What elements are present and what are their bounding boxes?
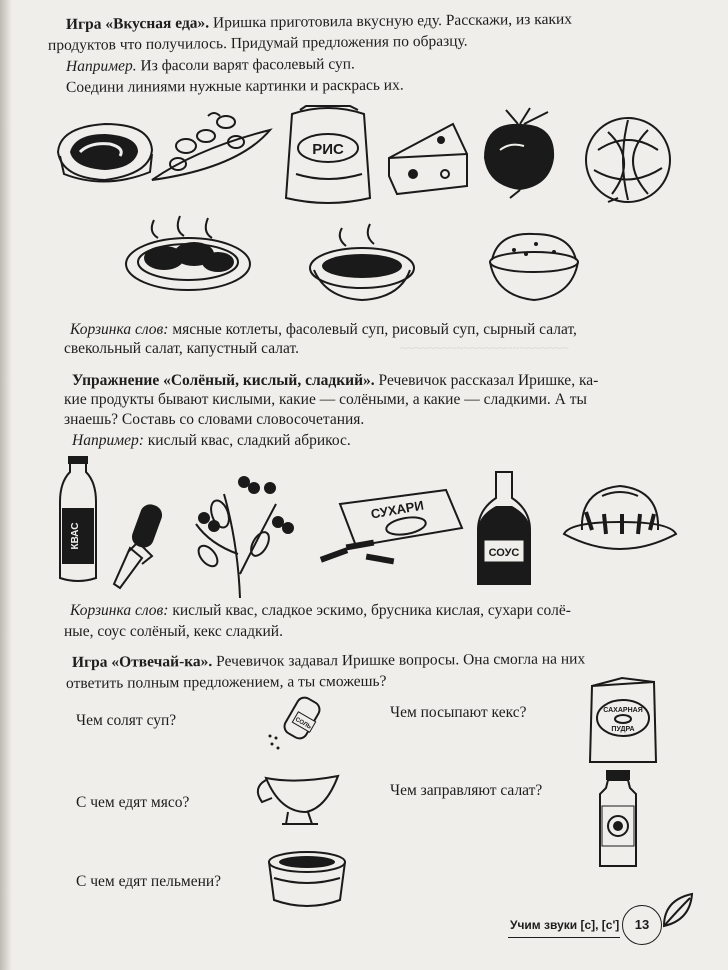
game1-line1-text: Иришка приготовила вкусную еду. Расскажи, из каких xyxy=(209,10,573,32)
exercise-example-label: Например: xyxy=(72,432,144,449)
beet-illustration xyxy=(470,106,570,196)
game2-title: Игра «Отвечай-ка». xyxy=(71,653,213,671)
game1-basket-line2: свекольный салат, капустный салат. xyxy=(64,340,299,357)
page-number: 13 xyxy=(622,905,662,945)
sugar-label-line1: САХАРНАЯ xyxy=(603,707,643,714)
exercise-example xyxy=(72,430,351,451)
exercise-line1 xyxy=(72,370,598,391)
oil-bottle-illustration xyxy=(596,770,640,870)
sauce-label: СОУС xyxy=(488,547,520,559)
cabbage-illustration xyxy=(578,110,678,210)
kvas-label: КВАС xyxy=(70,522,81,550)
exercise-example-text: кислый квас, сладкий абрикос. xyxy=(143,432,351,449)
exercise-basket-line1 xyxy=(70,600,571,621)
question-dress-salad: Чем заправляют салат? xyxy=(390,782,543,799)
game1-example xyxy=(66,53,355,77)
powdered-sugar-pack-illustration xyxy=(586,678,660,766)
cranberry-branch-illustration xyxy=(180,464,300,600)
bean-soup-bowl-illustration xyxy=(306,222,421,302)
exercise-line1-text: Речевичок рассказал Иришке, ка- xyxy=(374,372,599,389)
question-salt-soup: Чем солят суп? xyxy=(76,712,177,729)
game1-basket-text: мясные котлеты, фасолевый суп, рисовый суп, сырный салат, xyxy=(168,321,577,338)
sauce-bottle-illustration xyxy=(474,470,534,590)
game1-line2: продуктов что получилось. Придумай предложения по образцу. xyxy=(47,32,468,54)
game1-instruction: Соедини линиями нужные картинки и раскрась их. xyxy=(65,76,404,96)
rice-label: РИС xyxy=(312,141,344,158)
game1-example-label: Например. xyxy=(65,57,137,75)
footer-section-title: Учим звуки [с], [с'] xyxy=(510,918,620,932)
cheese-illustration xyxy=(383,118,473,198)
sukhari-label: СУХАРИ xyxy=(369,497,425,522)
cutlets-plate-illustration xyxy=(124,214,254,294)
salt-label: СОЛЬ xyxy=(294,716,312,731)
meat-steak-illustration xyxy=(50,112,160,192)
exercise-line2: кие продукты бывают кислыми, какие — солёными, а какие — сладкими. А ты xyxy=(64,391,587,408)
salt-shaker-illustration xyxy=(264,692,330,756)
beans-illustration xyxy=(148,108,273,190)
leaf-icon xyxy=(660,890,696,930)
footer-divider xyxy=(508,937,620,938)
exercise-basket-text: кислый квас, сладкое эскимо, брусника кислая, сухари солё- xyxy=(168,602,571,619)
cake-illustration xyxy=(560,478,680,558)
rice-bowl-illustration xyxy=(484,226,584,306)
rice-bag-illustration xyxy=(278,104,378,206)
game2-line1-text: Речевичок задавал Иришке вопросы. Она смогла на них xyxy=(212,650,586,671)
exercise-line3: знаешь? Составь со словами словосочетания. xyxy=(64,411,365,428)
ice-cream-illustration xyxy=(108,500,178,592)
rusks-pack-illustration xyxy=(316,482,466,574)
exercise-basket-line2: ные, соус солёный, кекс сладкий. xyxy=(64,623,283,640)
bleed-through-decoration: ~~~~~~~~~~~~~~~~~~~~~~~~ xyxy=(400,340,569,355)
kvas-bottle-illustration xyxy=(56,456,100,586)
game1-line1 xyxy=(66,9,572,35)
question-sprinkle-cake: Чем посыпают кекс? xyxy=(390,704,527,721)
game1-title: Игра «Вкусная еда». xyxy=(65,14,210,33)
exercise-basket-label: Корзинка слов: xyxy=(70,602,169,619)
question-eat-dumplings: С чем едят пельмени? xyxy=(76,873,222,890)
game1-basket-label: Корзинка слов: xyxy=(70,321,169,338)
sugar-label-line2: ПУДРА xyxy=(611,726,635,733)
question-eat-meat: С чем едят мясо? xyxy=(76,794,190,811)
game2-line1 xyxy=(72,648,585,673)
gravy-boat-illustration xyxy=(246,768,346,834)
game2-line2: ответить полным предложением, а ты сможешь? xyxy=(65,672,387,692)
sour-cream-jar-illustration xyxy=(264,848,350,914)
exercise-title: Упражнение «Солёный, кислый, сладкий». xyxy=(72,372,375,389)
game1-basket-line1 xyxy=(70,319,577,340)
game1-example-text: Из фасоли варят фасолевый суп. xyxy=(136,55,355,75)
